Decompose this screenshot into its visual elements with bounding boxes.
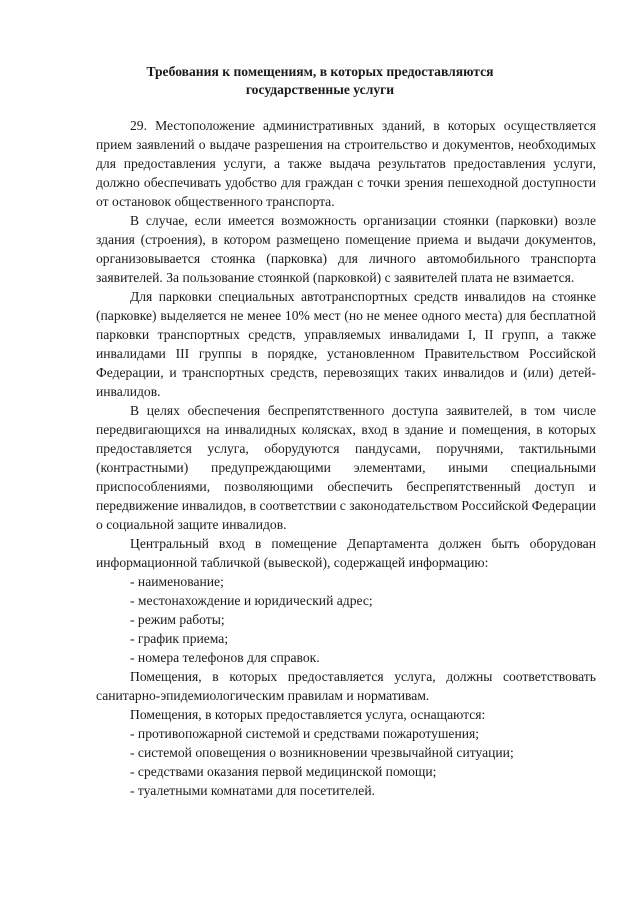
list-item: - режим работы; xyxy=(130,612,225,627)
paragraph-sanitary: Помещения, в которых предоставляется услуга, должны соответствовать санитарно-эпидемиологическим правилам и нормативам. xyxy=(96,669,596,703)
list-item: - наименование; xyxy=(130,574,224,589)
document-body xyxy=(96,116,596,800)
paragraph-location: 29. Местоположение административных зданий, в которых осуществляется прием заявлений о выдаче разрешения на строительство и документов, необходимых для предоставления услуги, а также выдача результатов предоставления услуги, должно обеспечивать удобство для граждан с точки зрения пешеходной доступности от остановок общественного транспорта. xyxy=(96,118,596,209)
list-item: - противопожарной системой и средствами пожаротушения; xyxy=(130,726,480,741)
paragraph-entrance-sign: Центральный вход в помещение Департамента должен быть оборудован информационной табличкой (вывеской), содержащей информацию: xyxy=(96,536,596,570)
list-item: - местонахождение и юридический адрес; xyxy=(130,593,373,608)
list-item: - туалетными комнатами для посетителей. xyxy=(130,783,375,798)
paragraph-accessibility: В целях обеспечения беспрепятственного доступа заявителей, в том числе передвигающихся на инвалидных колясках, вход в здание и помещения, в которых предоставляется услуга, оборудуются пандусами, поручнями, тактильными (контрастными) предупреждающими элементами, иными специальными приспособлениями, позволяющими обеспечить беспрепятственный доступ и передвижение инвалидов, в соответствии с законодательством Российской Федерации о социальной защите инвалидов. xyxy=(96,403,596,532)
paragraph-equipment-intro: Помещения, в которых предоставляется услуга, оснащаются: xyxy=(130,707,486,722)
paragraph-disabled-parking: Для парковки специальных автотранспортных средств инвалидов на стоянке (парковке) выделяется не менее 10% мест (но не менее одного места) для бесплатной парковки транспортных средств, управляемых инвалидами I, II групп, а также инвалидами III группы в порядке, установленном Правительством Российской Федерации, и транспортных средств, перевозящих таких инвалидов и (или) детей-инвалидов. xyxy=(96,289,596,399)
section-title: Требования к помещениям, в которых предоставляются государственные услуги xyxy=(146,64,494,97)
list-item: - средствами оказания первой медицинской помощи; xyxy=(130,764,437,779)
list-item: - график приема; xyxy=(130,631,229,646)
list-item: - системой оповещения о возникновении чрезвычайной ситуации; xyxy=(130,745,514,760)
paragraph-parking: В случае, если имеется возможность организации стоянки (парковки) возле здания (строения), в котором размещено помещение приема и выдачи документов, организовывается стоянка (парковка) для личного автомобильного транспорта заявителей. За пользование стоянкой (парковкой) с заявителей плата не взимается. xyxy=(96,213,596,285)
list-item: - номера телефонов для справок. xyxy=(130,650,320,665)
